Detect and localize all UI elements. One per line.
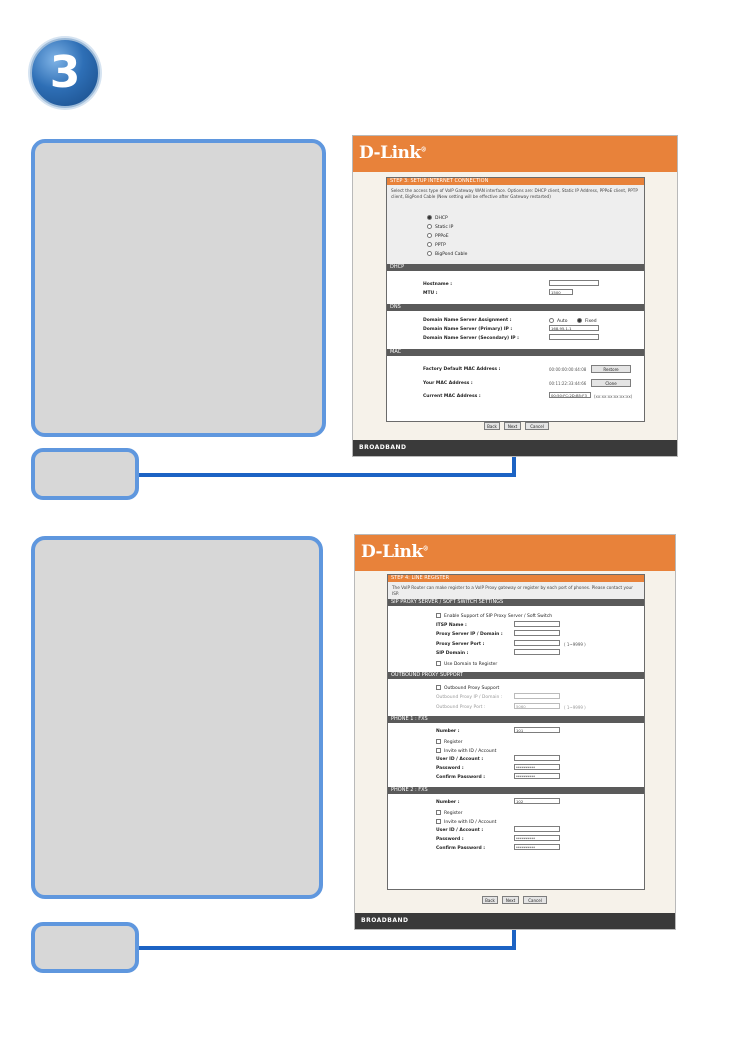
- dlink-logo: D-Link®: [361, 542, 429, 562]
- panel-title: STEP 4: LINE REGISTER: [388, 575, 644, 582]
- outbound-ip-input[interactable]: [514, 693, 560, 699]
- phone2-invite-checkbox[interactable]: Invite with ID / Account: [436, 819, 496, 825]
- hostname-input[interactable]: [549, 280, 599, 286]
- phone1-userid-label: User ID / Account :: [436, 757, 484, 762]
- phone1-register-checkbox[interactable]: Register: [436, 739, 463, 745]
- dns-primary-label: Domain Name Server (Primary) IP :: [423, 327, 513, 332]
- panel-description: The VoIP Router can make register to a VoIP Proxy gateway or register by each port of phones. Please contact your ISP.: [388, 582, 644, 599]
- dlink-header: [353, 136, 677, 172]
- enable-sip-checkbox[interactable]: Enable Support of SIP Proxy Server / Soft Switch: [436, 613, 552, 619]
- option-bigpond[interactable]: BigPond Cable: [427, 251, 467, 257]
- sip-domain-input[interactable]: [514, 649, 560, 655]
- phone1-section-title: PHONE 1 : FXS: [388, 716, 644, 723]
- itsp-name-label: ITSP Name :: [436, 623, 467, 628]
- dns-auto-option[interactable]: Auto: [549, 318, 567, 324]
- phone2-userid-label: User ID / Account :: [436, 828, 484, 833]
- phone1-confirm-label: Confirm Password :: [436, 775, 486, 780]
- dns-fixed-option[interactable]: Fixed: [577, 318, 597, 324]
- next-button[interactable]: Next: [502, 896, 519, 904]
- dlink-header: [355, 535, 675, 571]
- broadband-footer: BROADBAND: [355, 913, 675, 929]
- current-mac-format-note: (xx:xx:xx:xx:xx:xx): [594, 394, 633, 399]
- phone1-invite-checkbox[interactable]: Invite with ID / Account: [436, 748, 496, 754]
- phone2-password-input[interactable]: **********: [514, 835, 560, 841]
- outbound-port-input[interactable]: 5060: [514, 703, 560, 709]
- restore-button[interactable]: Restore: [591, 365, 631, 373]
- phone2-register-checkbox[interactable]: Register: [436, 810, 463, 816]
- dns-section-title: DNS: [387, 304, 644, 311]
- cancel-button[interactable]: Cancel: [523, 896, 547, 904]
- phone2-password-label: Password :: [436, 837, 464, 842]
- router-screenshot-step4: [354, 534, 676, 930]
- phone1-number-input[interactable]: 101: [514, 727, 560, 733]
- setup-internet-panel: [386, 177, 645, 422]
- mtu-label: MTU :: [423, 291, 438, 296]
- sip-domain-label: SIP Domain :: [436, 651, 469, 656]
- next-label-callout-1: [31, 448, 139, 500]
- your-mac-value: 00:11:22:33:44:66: [549, 381, 587, 386]
- dns-assign-label: Domain Name Server Assignment :: [423, 318, 512, 323]
- connector-line-1-horizontal: [139, 473, 516, 477]
- phone2-number-label: Number :: [436, 800, 460, 805]
- mac-section-title: MAC: [387, 349, 644, 356]
- proxy-ip-label: Proxy Server IP / Domain :: [436, 632, 503, 637]
- current-mac-label: Current MAC Address :: [423, 394, 481, 399]
- phone1-confirm-input[interactable]: **********: [514, 773, 560, 779]
- hostname-label: Hostname :: [423, 282, 453, 287]
- step-number-badge: 3: [30, 38, 100, 108]
- proxy-port-label: Proxy Server Port :: [436, 642, 485, 647]
- your-mac-label: Your MAC Address :: [423, 381, 473, 386]
- phone2-number-input[interactable]: 102: [514, 798, 560, 804]
- broadband-footer: BROADBAND: [353, 440, 677, 456]
- proxy-port-input[interactable]: [514, 640, 560, 646]
- outbound-support-checkbox[interactable]: Outbound Proxy Support: [436, 685, 499, 691]
- mtu-input[interactable]: 1500: [549, 289, 573, 295]
- proxy-port-note: ( 1~9999 ): [564, 642, 586, 647]
- screen2-body: [355, 571, 675, 913]
- outbound-section-title: OUTBOUND PROXY SUPPORT: [388, 672, 644, 679]
- dns-secondary-input[interactable]: [549, 334, 599, 340]
- proxy-ip-input[interactable]: [514, 630, 560, 636]
- phone1-password-input[interactable]: **********: [514, 764, 560, 770]
- cancel-button[interactable]: Cancel: [525, 422, 549, 430]
- factory-mac-value: 00:00:00:00:44:08: [549, 367, 587, 372]
- phone2-confirm-input[interactable]: **********: [514, 844, 560, 850]
- use-domain-checkbox[interactable]: Use Domain to Register: [436, 661, 497, 667]
- panel-title: STEP 3: SETUP INTERNET CONNECTION: [387, 178, 644, 185]
- dhcp-section-title: DHCP: [387, 264, 644, 271]
- current-mac-input[interactable]: 00:50:FC:2D:B5:F3: [549, 392, 591, 398]
- instruction-callout-2: [31, 536, 323, 899]
- phone1-number-label: Number :: [436, 729, 460, 734]
- phone1-password-label: Password :: [436, 766, 464, 771]
- option-dhcp[interactable]: DHCP: [427, 215, 448, 221]
- outbound-ip-label: Outbound Proxy IP / Domain :: [436, 695, 503, 700]
- factory-mac-label: Factory Default MAC Address :: [423, 367, 501, 372]
- phone2-section-title: PHONE 2 : FXS: [388, 787, 644, 794]
- outbound-port-note: ( 1~9999 ): [564, 705, 586, 710]
- phone2-userid-input[interactable]: [514, 826, 560, 832]
- dns-primary-input[interactable]: 168.95.1.1: [549, 325, 599, 331]
- next-button[interactable]: Next: [504, 422, 521, 430]
- phone2-confirm-label: Confirm Password :: [436, 846, 486, 851]
- router-screenshot-step3: [352, 135, 678, 457]
- line-register-panel: [387, 574, 645, 890]
- back-button[interactable]: Back: [482, 896, 498, 904]
- option-pptp[interactable]: PPTP: [427, 242, 446, 248]
- sip-section-title: SIP PROXY SERVER / SOFT SWITCH SETTINGS: [388, 599, 644, 606]
- connector-line-2-horizontal: [139, 946, 516, 950]
- screen1-body: [353, 172, 677, 440]
- itsp-name-input[interactable]: [514, 621, 560, 627]
- dns-secondary-label: Domain Name Server (Secondary) IP :: [423, 336, 519, 341]
- clone-button[interactable]: Clone: [591, 379, 631, 387]
- option-static-ip[interactable]: Static IP: [427, 224, 453, 230]
- panel-description: Select the access type of VoIP Gateway WAN interface. Options are: DHCP client, Static IP Address, PPPoE client, PPTP client, BigPond Cable (New setting will be effective after Gateway restarted): [387, 185, 644, 265]
- dlink-logo: D-Link®: [359, 143, 427, 163]
- next-label-callout-2: [31, 922, 139, 973]
- instruction-callout-1: [31, 139, 326, 437]
- outbound-port-label: Outbound Proxy Port :: [436, 705, 486, 710]
- phone1-userid-input[interactable]: [514, 755, 560, 761]
- option-pppoe[interactable]: PPPoE: [427, 233, 449, 239]
- back-button[interactable]: Back: [484, 422, 500, 430]
